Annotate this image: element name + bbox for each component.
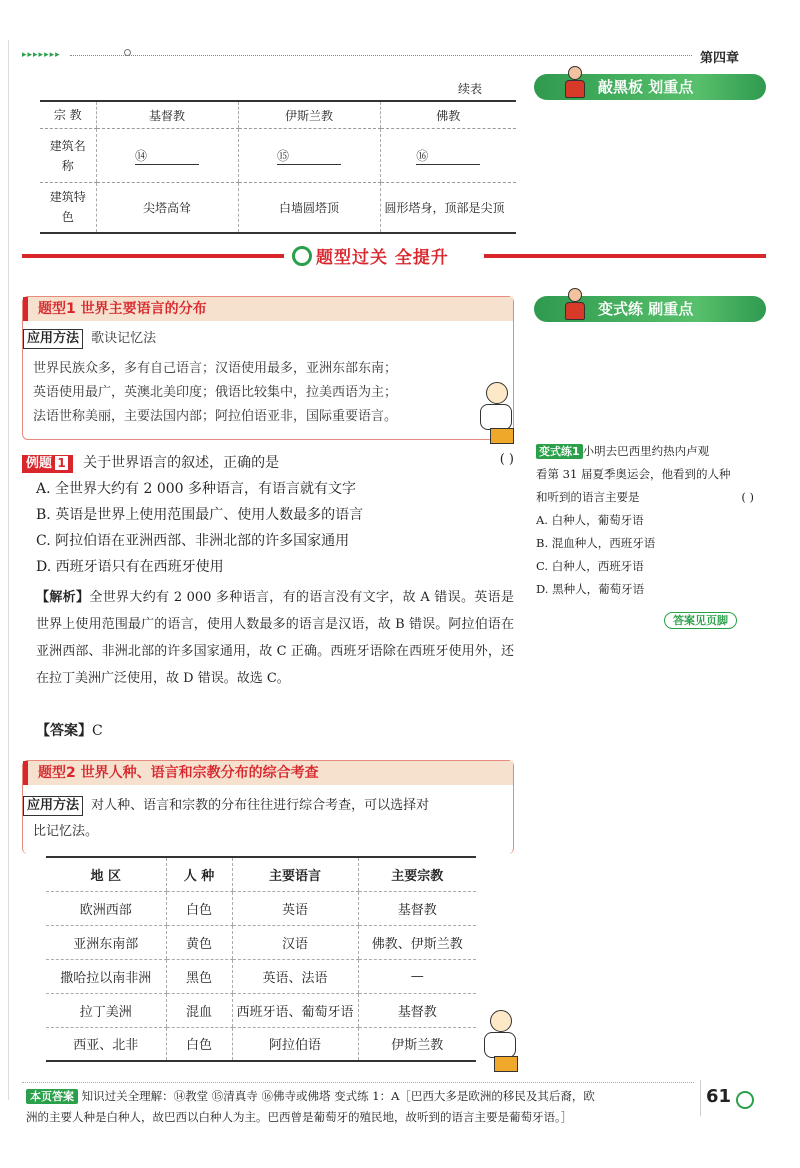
clock-icon xyxy=(736,1091,754,1109)
table-row xyxy=(46,891,476,925)
rhyme-line: 英语使用最广，英澳北美印度；俄语比较集中，拉美西语为主； xyxy=(33,385,398,400)
footer-tag: 本页答案 xyxy=(26,1089,78,1104)
exercise-text: 和听到的语言主要是 xyxy=(536,490,640,504)
circle-icon xyxy=(124,49,131,56)
analysis-text: 全世界大约有 2 000 多种语言，有的语言没有文字，故 A 错误。英语是世界上使用范围最广的语言，使用人数最多的语言是汉语，故 B 错误。阿拉伯语在亚洲西部、非洲北部的许多国家通用，故 C 正确。西班牙语除在西班牙使用外，还在拉丁美洲广泛使用，故 D 错误。故选 C。 xyxy=(36,590,514,686)
banner-label: 变式练 刷重点 xyxy=(534,296,766,322)
comparison-table xyxy=(46,856,476,1062)
table-cell: 白色 xyxy=(166,1027,232,1061)
method-tag: 应用方法 xyxy=(23,796,83,816)
banner-label: 敲黑板 划重点 xyxy=(534,74,766,100)
answer-value: C xyxy=(92,723,103,739)
example1-question xyxy=(22,452,514,473)
column-header: 地 区 xyxy=(46,857,166,891)
table-cell: 欧洲西部 xyxy=(46,891,166,925)
table-cell: — xyxy=(358,959,476,993)
blank-15[interactable]: ⑮ xyxy=(277,147,341,165)
type1-method xyxy=(23,321,513,351)
exercise-number: 1 xyxy=(572,445,580,458)
table-cell: 亚洲东南部 xyxy=(46,925,166,959)
table-cell: 黑色 xyxy=(166,959,232,993)
page-margin-line xyxy=(8,40,9,1100)
option-a[interactable]: A. 白种人，葡萄牙语 xyxy=(536,513,644,527)
table-cell: 汉语 xyxy=(232,925,358,959)
thinking-cartoon-icon xyxy=(480,1010,520,1072)
blank-16[interactable]: ⑯ xyxy=(416,147,480,165)
table-cell: 阿拉伯语 xyxy=(232,1027,358,1061)
option-c[interactable]: C. 阿拉伯语在亚洲西部、非洲北部的许多国家通用 xyxy=(36,533,350,549)
example-question-text: 关于世界语言的叙述，正确的是 xyxy=(83,455,280,471)
method-text-2: 比记忆法。 xyxy=(33,824,99,839)
table-cell: 拉丁美洲 xyxy=(46,993,166,1027)
rhyme-line: 世界民族众多，多有自己语言；汉语使用最多，亚洲东部东南； xyxy=(33,361,398,376)
section-title-text: 题型过关 全提升 xyxy=(316,248,449,268)
column-header: 人 种 xyxy=(166,857,232,891)
table-cell: 白墙圆塔顶 xyxy=(238,183,380,233)
exercise-tag xyxy=(536,444,583,459)
column-header: 主要语言 xyxy=(232,857,358,891)
type2-title: 题型2 世界人种、语言和宗教分布的综合考查 xyxy=(23,761,513,785)
student-figure-icon xyxy=(562,66,588,100)
section-title xyxy=(292,243,449,268)
example-number: 1 xyxy=(54,455,69,471)
table-header-religion: 宗 教 xyxy=(40,101,96,129)
type2-method xyxy=(23,785,513,845)
option-c[interactable]: C. 白种人，西班牙语 xyxy=(536,559,644,573)
method-tag: 应用方法 xyxy=(23,329,83,349)
table-cell: 白色 xyxy=(166,891,232,925)
exercise-tag-text: 变式练 xyxy=(539,445,572,458)
blank-14[interactable]: ⑭ xyxy=(135,147,199,165)
top-divider xyxy=(70,55,692,56)
table-cell: 撒哈拉以南非洲 xyxy=(46,959,166,993)
example1-answer xyxy=(36,720,103,740)
table-row xyxy=(46,993,476,1027)
row-label-building-feature: 建筑特色 xyxy=(40,183,96,233)
option-d[interactable]: D. 西班牙语只有在西班牙使用 xyxy=(36,559,224,575)
arrows-decoration: ▸▸▸▸▸▸▸ xyxy=(22,50,61,60)
type2-box xyxy=(22,760,514,854)
table-cell: 基督教 xyxy=(358,891,476,925)
example1-options xyxy=(36,476,506,580)
answer-label: 【答案】 xyxy=(36,723,92,739)
type1-lines xyxy=(23,351,513,429)
type1-title: 题型1 世界主要语言的分布 xyxy=(23,297,513,321)
blank-cell xyxy=(96,129,238,183)
answer-footnote-button[interactable] xyxy=(664,612,737,628)
table-cell: 基督教 xyxy=(358,993,476,1027)
section-line-left xyxy=(22,254,284,258)
column-header: 基督教 xyxy=(96,101,238,129)
exercise-text: 小明去巴西里约热内卢观 xyxy=(582,444,710,458)
banner-key-points xyxy=(534,74,766,100)
table-row xyxy=(46,959,476,993)
method-name: 歌诀记忆法 xyxy=(91,331,157,346)
table-cell: 英语、法语 xyxy=(232,959,358,993)
footer-line-2: 洲的主要人种是白种人，故巴西以白种人为主。巴西曾是葡萄牙的殖民地，故听到的语言主要是葡萄牙语。］ xyxy=(26,1110,573,1124)
footer-divider xyxy=(22,1082,694,1083)
table-row xyxy=(40,183,516,233)
exercise-line: 看第 31 届夏季奥运会，他看到的人种 xyxy=(536,467,731,481)
method-text-1: 对人种、语言和宗教的分布往往进行综合考查，可以选择对 xyxy=(91,798,430,813)
answer-bracket: ( ) xyxy=(499,452,514,467)
exercise-line xyxy=(536,440,760,463)
row-label-building-name: 建筑名称 xyxy=(40,129,96,183)
table-cell: 佛教、伊斯兰教 xyxy=(358,925,476,959)
type1-box xyxy=(22,296,514,440)
table-cell: 西班牙语、葡萄牙语 xyxy=(232,993,358,1027)
example1-analysis xyxy=(36,584,514,692)
answer-bracket: ( ) xyxy=(741,490,754,504)
table-cell: 伊斯兰教 xyxy=(358,1027,476,1061)
option-d[interactable]: D. 黑种人，葡萄牙语 xyxy=(536,582,645,596)
continued-label: 续表 xyxy=(458,82,483,96)
table-row xyxy=(40,129,516,183)
table-row xyxy=(40,101,516,129)
footer-line-1 xyxy=(26,1086,696,1107)
blank-cell xyxy=(238,129,380,183)
table-row xyxy=(46,1027,476,1061)
column-header: 佛教 xyxy=(380,101,516,129)
banner-exercise xyxy=(534,296,766,322)
table-cell: 圆形塔身，顶部是尖顶 xyxy=(380,183,516,233)
option-b[interactable]: B. 混血种人，西班牙语 xyxy=(536,536,656,550)
option-b[interactable]: B. 英语是世界上使用范围最广、使用人数最多的语言 xyxy=(36,507,364,523)
student-figure-icon xyxy=(562,288,588,322)
footer-answers xyxy=(26,1086,696,1128)
column-header: 伊斯兰教 xyxy=(238,101,380,129)
exercise-line xyxy=(536,486,760,509)
table-cell: 英语 xyxy=(232,891,358,925)
thinking-cartoon-icon xyxy=(476,382,516,444)
section-line-right xyxy=(484,254,766,258)
column-header: 主要宗教 xyxy=(358,857,476,891)
page-number: 61 xyxy=(706,1086,732,1107)
rhyme-line: 法语世称美丽，主要法国内部；阿拉伯语亚非，国际重要语言。 xyxy=(33,409,398,424)
table-row xyxy=(46,925,476,959)
answer-footnote-label[interactable]: 答案见页脚 xyxy=(664,612,737,629)
exercise1 xyxy=(536,440,760,601)
table-cell: 混血 xyxy=(166,993,232,1027)
blank-cell xyxy=(380,129,516,183)
target-icon xyxy=(292,246,312,266)
table-cell: 尖塔高耸 xyxy=(96,183,238,233)
example-tag-text: 例题 xyxy=(26,456,53,471)
table-header-row xyxy=(46,857,476,891)
example-tag xyxy=(22,455,73,473)
option-a[interactable]: A. 全世界大约有 2 000 多种语言，有语言就有文字 xyxy=(36,481,356,497)
table-cell: 黄色 xyxy=(166,925,232,959)
chapter-title: 第四章 xyxy=(700,51,740,66)
footer-text: 知识过关全理解：⑭教堂 ⑮清真寺 ⑯佛寺或佛塔 变式练 1：A［巴西大多是欧洲的移民及其后裔，欧 xyxy=(81,1089,595,1103)
religion-table xyxy=(40,100,516,234)
analysis-label: 【解析】 xyxy=(36,590,90,605)
table-cell: 西亚、北非 xyxy=(46,1027,166,1061)
